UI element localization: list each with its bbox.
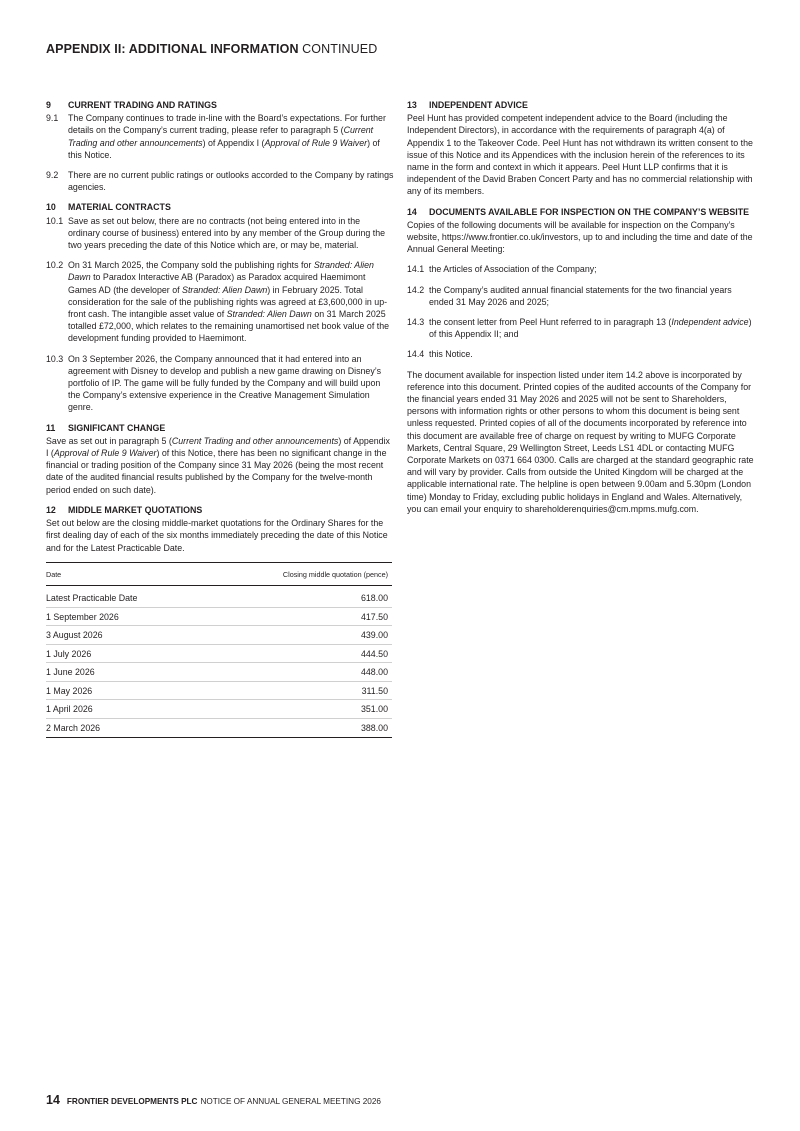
list-item	[407, 284, 757, 308]
section-number: 10	[46, 202, 56, 213]
cell-date: 2 March 2026	[46, 719, 204, 738]
section-heading	[407, 99, 757, 111]
cell-date: 3 August 2026	[46, 626, 204, 645]
paragraph-10-1	[46, 215, 394, 252]
section-13	[407, 99, 757, 198]
paragraph-text: On 31 March 2025, the Company sold the publishing rights for Stranded: Alien Dawn to Paradox Interactive AB (Paradox) as Paradox acquired Haemimont Games AD (the developer of Stranded: Alien Dawn) in February 2025. Total consideration for the sale of the publishing rights was agreed at £3,600,000 in up-front cash. The intangible asset value of Stranded: Alien Dawn on 31 March 2025 totalled £72,000, which relates to the remaining unamortised net book value of the development funding provided to Haemimont.	[68, 260, 390, 344]
cell-price: 311.50	[204, 681, 392, 700]
list-item	[407, 316, 757, 340]
item-text: the Articles of Association of the Company;	[429, 264, 597, 275]
section-9	[46, 99, 394, 193]
column-header-price: Closing middle quotation (pence)	[204, 562, 392, 585]
section-11	[46, 422, 394, 496]
cell-date: 1 September 2026	[46, 607, 204, 626]
table-row	[46, 607, 392, 626]
cell-date: 1 July 2026	[46, 644, 204, 663]
column-header-date: Date	[46, 562, 204, 585]
paragraph-text: Copies of the following documents will be available for inspection on the Company’s website, https://www.frontier.co.uk/investors, up to and including the time and date of the Annual General Meeting:	[407, 219, 753, 255]
item-text: this Notice.	[429, 349, 473, 360]
item-text: the consent letter from Peel Hunt referred to in paragraph 13 (Independent advice) of this Appendix II; and	[429, 317, 752, 340]
paragraph-text: The Company continues to trade in-line with the Board’s expectations. For further details on the Company’s current trading, please refer to paragraph 5 (Current Trading and other announcements) of Appendix I (Approval of Rule 9 Waiver) of this Notice.	[68, 113, 386, 160]
table-row	[46, 681, 392, 700]
paragraph-10-3	[46, 353, 394, 414]
section-title: DOCUMENTS AVAILABLE FOR INSPECTION ON THE COMPANY’S WEBSITE	[429, 206, 750, 217]
table-row	[46, 626, 392, 645]
paragraph-text: The document available for inspection listed under item 14.2 above is incorporated by reference into this document. Printed copies of the audited accounts of the Company for the financial years ended 31 May 2026 and 2025 will not be sent to Shareholders, persons with information rights or other persons to whom this document is being sent unless requested. Printed copies of all of the documents incorporated by reference into this document are available free of charge on request by writing to MUFG Corporate Markets, Central Square, 29 Wellington Street, Leeds LS1 4DL or contacting MUFG Corporate Markets on 0371 664 0300. Calls are charged at the standard geographic rate and will vary by provider. Calls from outside the United Kingdom will be charged at the applicable international rate. The helpline is open between 9.00am and 5.30pm (London time) Monday to Friday, excluding public holidays in England and Wales. Alternatively, you can email your enquiry to shareholderenquiries@cm.mpms.mufg.com.	[407, 369, 754, 514]
section-number: 9	[46, 100, 51, 110]
section-heading	[46, 422, 394, 434]
section-title: SIGNIFICANT CHANGE	[68, 422, 166, 433]
footer-company: FRONTIER DEVELOPMENTS PLC	[66, 1097, 198, 1106]
paragraph-text: There are no current public ratings or outlooks accorded to the Company by ratings agencies.	[68, 170, 394, 193]
section-title: CURRENT TRADING AND RATINGS	[68, 100, 217, 110]
left-column	[46, 99, 394, 738]
page-number: 14	[46, 1093, 60, 1107]
section-number: 13	[407, 100, 417, 110]
paragraph-9-1	[46, 112, 394, 161]
section-14	[407, 206, 757, 515]
paragraph-number: 9.1	[46, 113, 59, 124]
item-number: 14.2	[407, 284, 425, 295]
paragraph-text: Set out below are the closing middle-market quotations for the Ordinary Shares for the first dealing day of each of the six months immediately preceding the date of this Notice and for the Latest Practicable Date.	[46, 518, 388, 553]
paragraph-number: 10.2	[46, 260, 64, 271]
paragraph-number: 10.1	[46, 215, 64, 226]
header-title: APPENDIX II: ADDITIONAL INFORMATION	[46, 42, 299, 56]
table-row	[46, 663, 392, 682]
cell-price: 351.00	[204, 700, 392, 719]
table-row	[46, 585, 392, 607]
cell-price: 388.00	[204, 719, 392, 738]
section-number: 11	[46, 422, 56, 433]
table-row	[46, 700, 392, 719]
section-title: INDEPENDENT ADVICE	[429, 100, 528, 110]
section-title: MATERIAL CONTRACTS	[68, 202, 171, 213]
right-column	[407, 99, 757, 523]
cell-date: Latest Practicable Date	[46, 585, 204, 607]
section-heading	[46, 201, 394, 213]
table-row	[46, 719, 392, 738]
list-item	[407, 263, 757, 275]
item-text: the Company’s audited annual financial statements for the two financial years ended 31 May 2026 and 2025;	[429, 284, 732, 307]
section-heading	[46, 504, 394, 516]
paragraph-text: Save as set out in paragraph 5 (Current Trading and other announcements) of Appendix I (Approval of Rule 9 Waiver) of this Notice, there has been no significant change in the financial or trading position of the Company since 31 May 2026 (being the most recent date of the audited financial results published by the Company for the twelve-month period ended on such date).	[46, 435, 390, 495]
item-number: 14.1	[407, 264, 425, 275]
list-item	[407, 348, 757, 360]
section-heading	[46, 99, 394, 111]
section-10	[46, 201, 394, 413]
paragraph-number: 9.2	[46, 170, 59, 181]
section-number: 14	[407, 206, 417, 217]
quotations-table	[46, 562, 392, 738]
paragraph-text: Peel Hunt has provided competent independent advice to the Board (including the Independent Directors), in accordance with the requirements of paragraph 4(a) of Appendix 1 to the Takeover Code. Peel Hunt has not withdrawn its written consent to the issue of this Notice and its Appendices with the inclusion herein of the references to its name in the form and context in which it appears. Peel Hunt LLP confirms that it is independent of the David Braben Concert Party and has no commercial relationship with any of its members.	[407, 113, 753, 197]
cell-date: 1 June 2026	[46, 663, 204, 682]
cell-price: 444.50	[204, 644, 392, 663]
paragraph-10-2	[46, 259, 394, 344]
footer-document: NOTICE OF ANNUAL GENERAL MEETING 2026	[200, 1097, 381, 1106]
item-number: 14.3	[407, 317, 425, 328]
cell-date: 1 April 2026	[46, 700, 204, 719]
paragraph-text: On 3 September 2026, the Company announced that it had entered into an agreement with Disney to develop and publish a new game drawing on Disney’s portfolio of IP. The game will be fully funded by the Company and will build upon the Company’s extensive experience in the Creative Management Simulation genre.	[68, 353, 381, 413]
page-header	[46, 42, 377, 56]
page-footer	[46, 1093, 381, 1107]
cell-date: 1 May 2026	[46, 681, 204, 700]
section-12	[46, 504, 394, 738]
header-continued: CONTINUED	[302, 42, 378, 56]
paragraph-9-2	[46, 169, 394, 193]
cell-price: 448.00	[204, 663, 392, 682]
cell-price: 439.00	[204, 626, 392, 645]
paragraph-text: Save as set out below, there are no contracts (not being entered into in the ordinary course of business) entered into by any member of the Group during the two years preceding the date of this Notice which are, or may be, material.	[68, 215, 386, 251]
cell-price: 618.00	[204, 585, 392, 607]
section-heading	[407, 206, 757, 218]
paragraph-number: 10.3	[46, 353, 64, 364]
table-row	[46, 644, 392, 663]
item-number: 14.4	[407, 349, 425, 360]
section-number: 12	[46, 504, 56, 515]
section-title: MIDDLE MARKET QUOTATIONS	[68, 504, 203, 515]
table-header-row	[46, 562, 392, 585]
cell-price: 417.50	[204, 607, 392, 626]
